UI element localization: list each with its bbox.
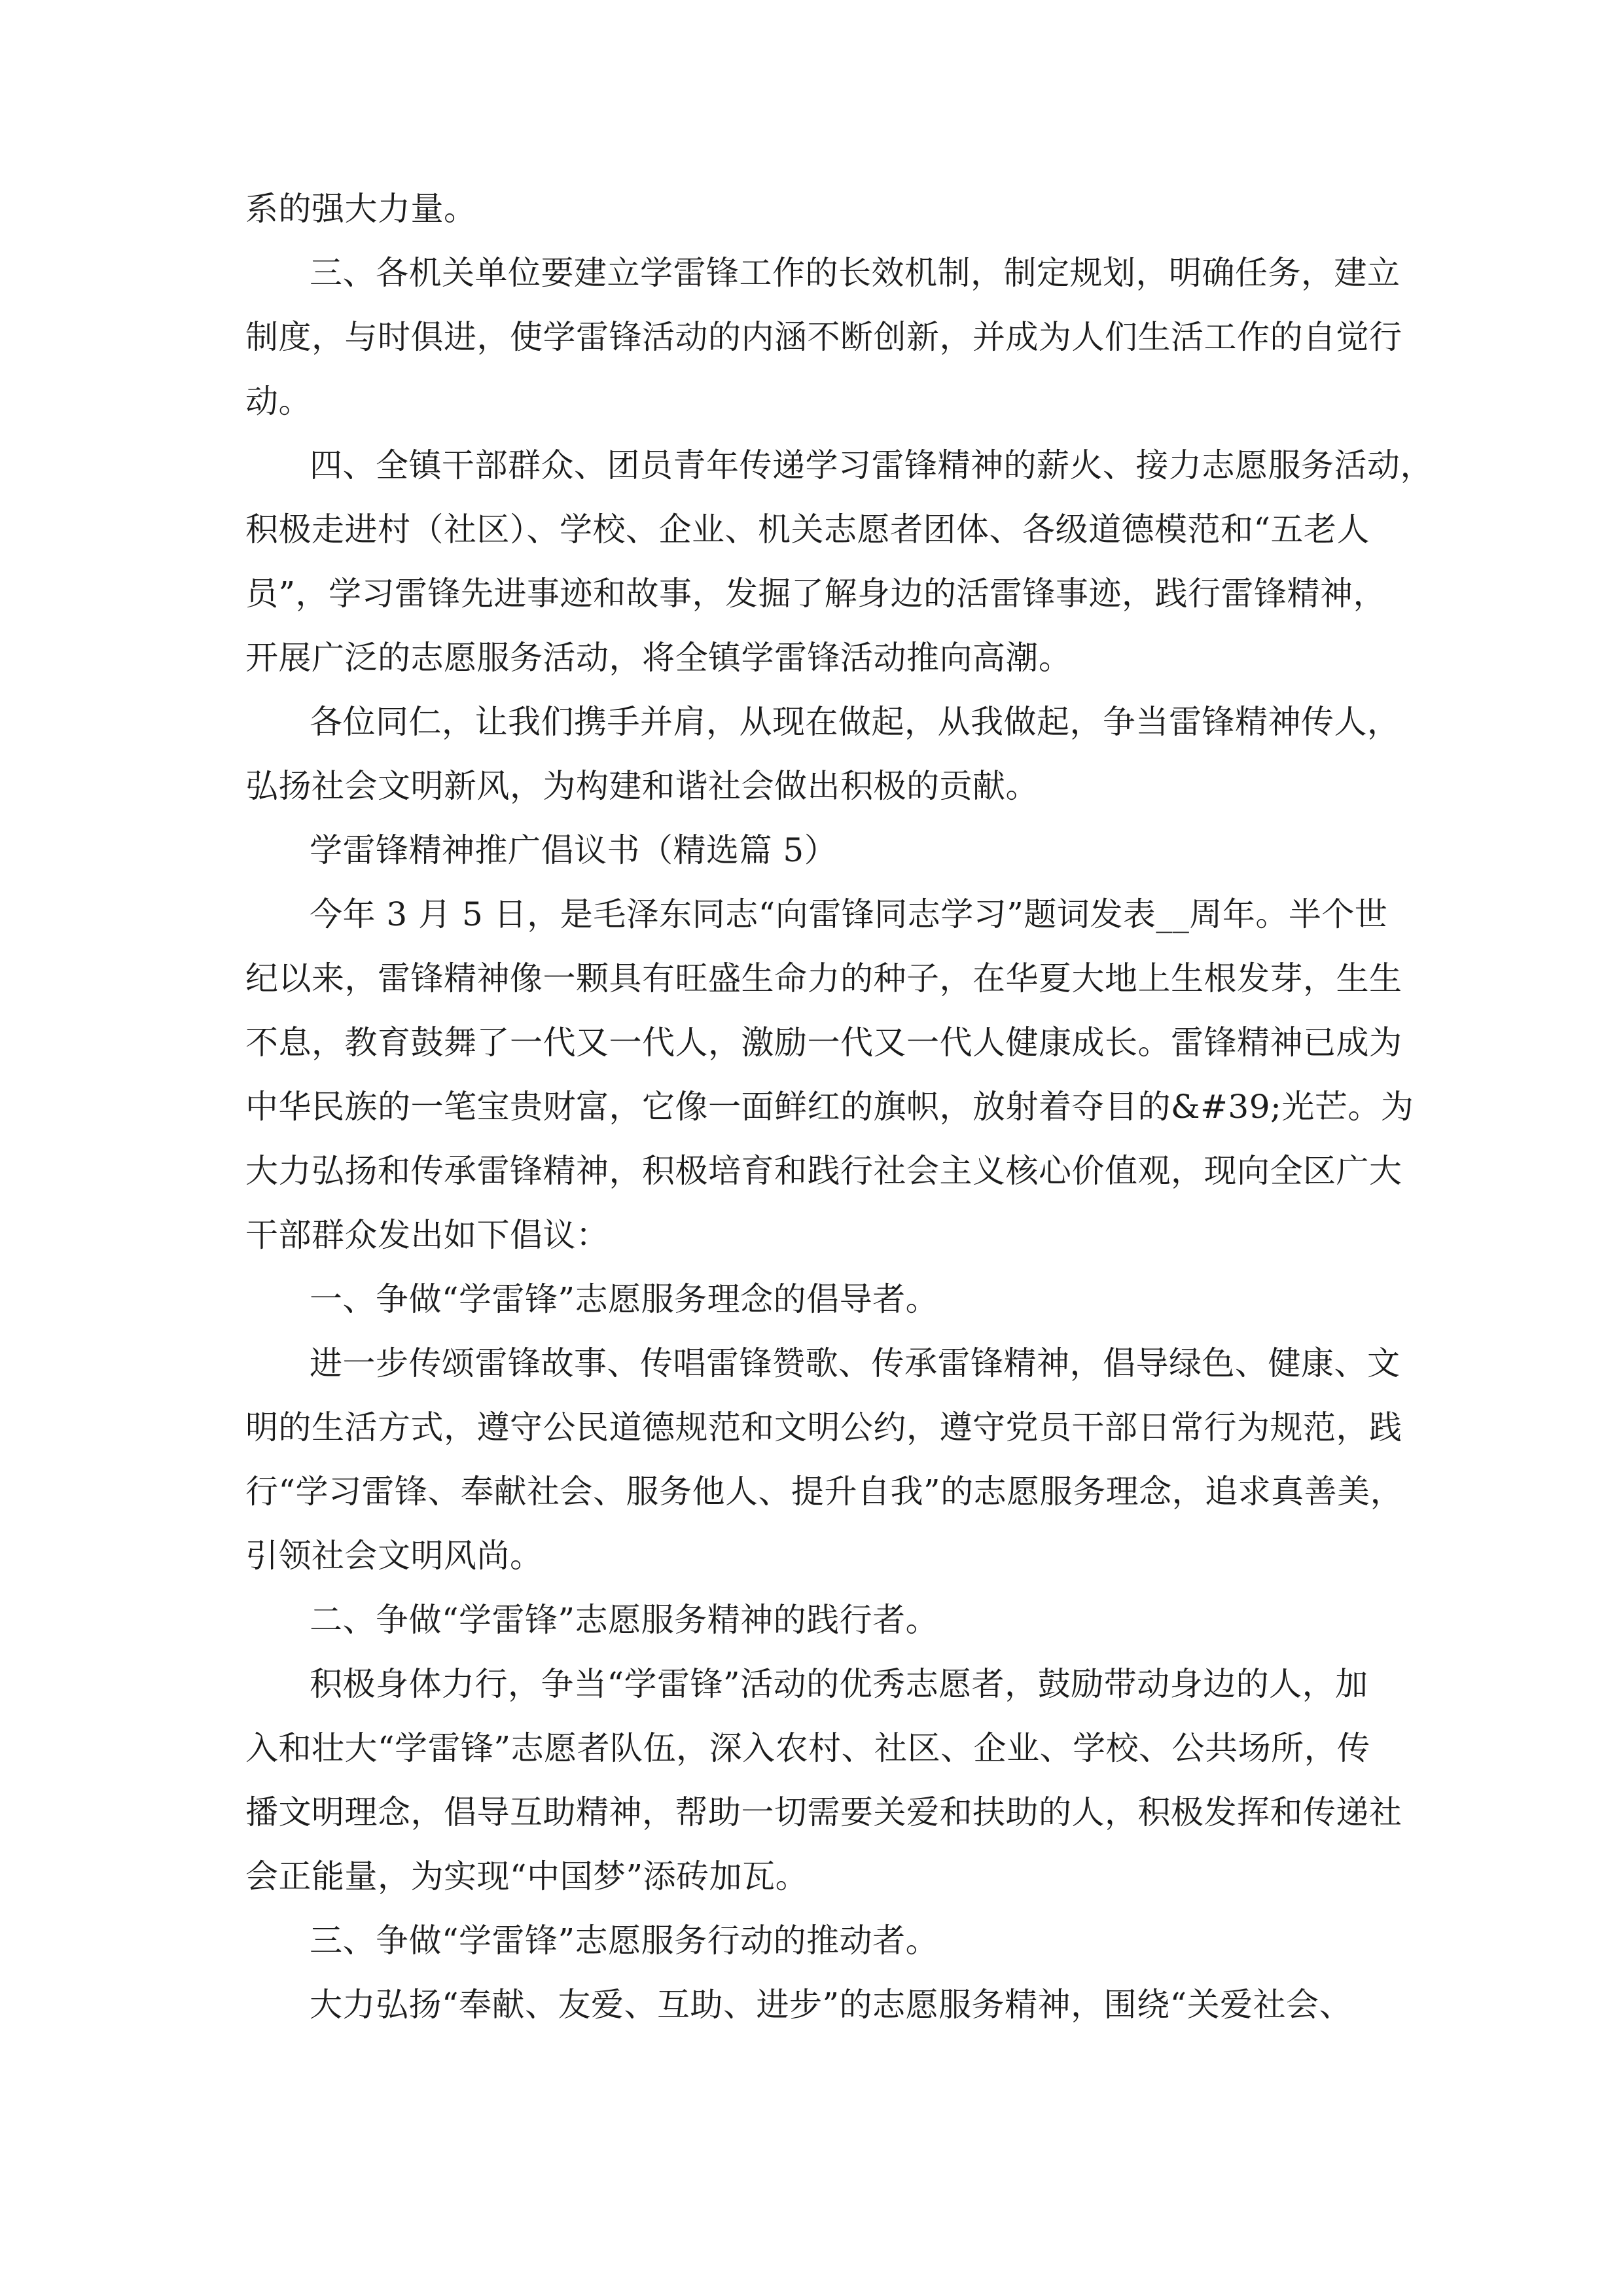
text-line: 入和壮大“学雷锋”志愿者队伍，深入农村、社区、企业、学校、公共场所，传	[245, 1729, 1370, 1767]
paragraph-first-line: 四、全镇干部群众、团员青年传递学习雷锋精神的薪火、接力志愿服务活动，	[310, 446, 1433, 484]
text-line: 开展广泛的志愿服务活动，将全镇学雷锋活动推向高潮。	[245, 639, 1072, 677]
text-line: 大力弘扬和传承雷锋精神，积极培育和践行社会主义核心价值观，现向全区广大	[245, 1152, 1402, 1190]
text-line: 引领社会文明风尚。	[245, 1537, 543, 1575]
paragraph-first-line: 三、各机关单位要建立学雷锋工作的长效机制，制定规划，明确任务，建立	[310, 254, 1400, 292]
text-line: 员”，学习雷锋先进事迹和故事，发掘了解身边的活雷锋事迹，践行雷锋精神，	[245, 575, 1387, 613]
subheading: 一、争做“学雷锋”志愿服务理念的倡导者。	[310, 1280, 939, 1318]
text-line: 行“学习雷锋、奉献社会、服务他人、提升自我”的志愿服务理念，追求真善美，	[245, 1473, 1404, 1511]
text-line: 纪以来，雷锋精神像一颗具有旺盛生命力的种子，在华夏大地上生根发芽，生生	[245, 960, 1402, 997]
paragraph-first-line: 进一步传颂雷锋故事、传唱雷锋赞歌、传承雷锋精神，倡导绿色、健康、文	[310, 1344, 1400, 1382]
section-heading: 学雷锋精神推广倡议书（精选篇 5）	[310, 831, 838, 869]
text-line: 会正能量，为实现“中国梦”添砖加瓦。	[245, 1857, 809, 1895]
text-line: 播文明理念，倡导互助精神，帮助一切需要关爱和扶助的人，积极发挥和传递社	[245, 1793, 1402, 1831]
text-line: 干部群众发出如下倡议：	[245, 1216, 609, 1254]
text-line: 制度，与时俱进，使学雷锋活动的内涵不断创新，并成为人们生活工作的自觉行	[245, 318, 1402, 356]
paragraph-first-line: 大力弘扬“奉献、友爱、互助、进步”的志愿服务精神，围绕“关爱社会、	[310, 1986, 1353, 2024]
paragraph-first-line: 各位同仁，让我们携手并肩，从现在做起，从我做起，争当雷锋精神传人，	[310, 703, 1400, 741]
subheading: 二、争做“学雷锋”志愿服务精神的践行者。	[310, 1601, 939, 1639]
text-line: 系的强大力量。	[245, 190, 477, 228]
text-line: 弘扬社会文明新风，为构建和谐社会做出积极的贡献。	[245, 767, 1039, 805]
text-line: 中华民族的一笔宝贵财富，它像一面鲜红的旗帜，放射着夺目的&#39;光芒。为	[245, 1088, 1414, 1126]
paragraph-first-line: 今年 3 月 5 日，是毛泽东同志“向雷锋同志学习”题词发表__周年。半个世	[310, 895, 1388, 933]
subheading: 三、争做“学雷锋”志愿服务行动的推动者。	[310, 1922, 939, 1960]
text-line: 明的生活方式，遵守公民道德规范和文明公约，遵守党员干部日常行为规范，践	[245, 1408, 1402, 1446]
paragraph-first-line: 积极身体力行，争当“学雷锋”活动的优秀志愿者，鼓励带动身边的人，加	[310, 1665, 1368, 1703]
text-line: 积极走进村（社区）、学校、企业、机关志愿者团体、各级道德模范和“五老人	[245, 511, 1370, 548]
text-line: 不息，教育鼓舞了一代又一代人，激励一代又一代人健康成长。雷锋精神已成为	[245, 1024, 1402, 1062]
text-line: 动。	[245, 382, 312, 420]
